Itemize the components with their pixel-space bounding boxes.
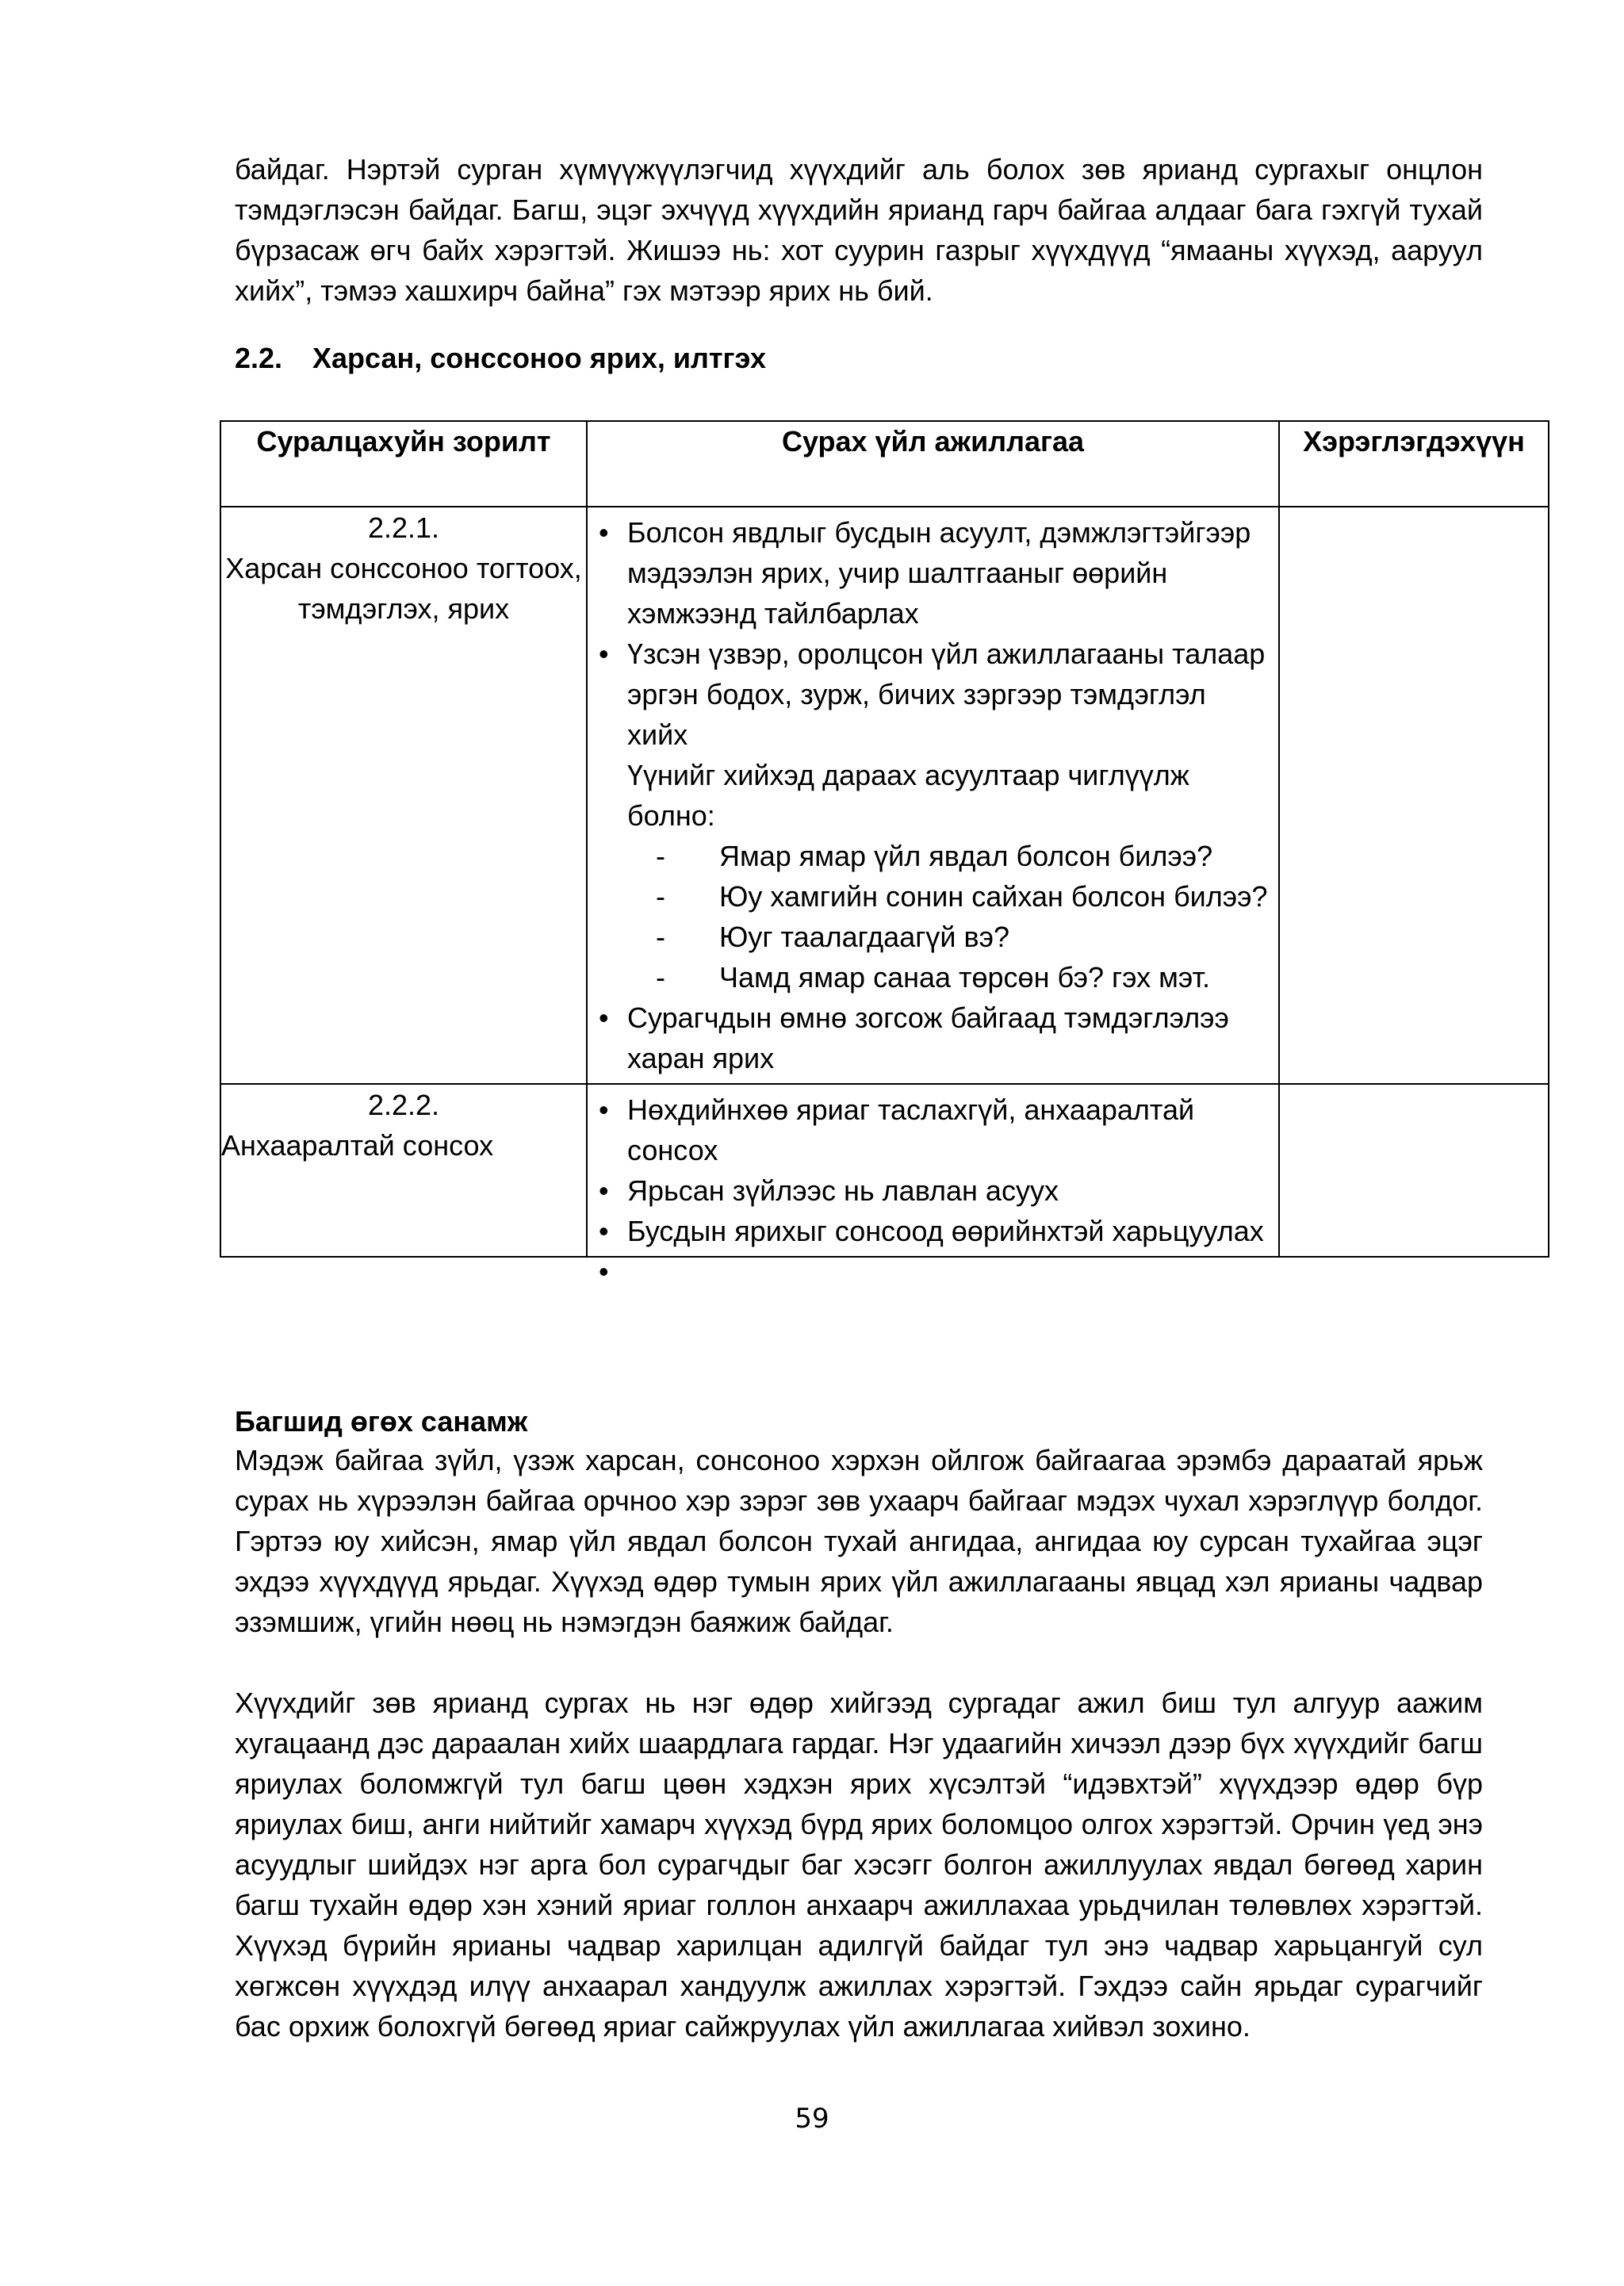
list-item: - Чамд ямар санаа төрсөн бэ? гэх мэт. [627, 957, 1270, 997]
activity-cell [587, 507, 1279, 1084]
list-item: • Үзсэн үзвэр, оролцсон үйл ажиллагааны талаар эргэн бодох, зурж, бичих зэргээр тэмдэглэл хийх Үүнийг хийхэд дараах асуултаар чиглүүлж болно: - Ямар ямар үйл явдал болсон билээ? - Юу хамгийн сонин сайхан болсон билээ? - Юуг таалагдаагүй вэ? - Чамд ямар санаа төрсөн бэ? гэх мэт. [599, 634, 1270, 997]
bullet-icon: • [599, 1174, 609, 1207]
activity-cell [587, 1084, 1279, 1288]
question-list [627, 836, 1270, 997]
dash-icon: - [656, 961, 665, 994]
section-title: Харсан, сонссоноо ярих, илтгэх [312, 342, 766, 374]
intro-paragraph: байдаг. Нэртэй сурган хүмүүжүүлэгчид хүүхдийг аль болох зөв ярианд сургахыг онцлон тэмдэглэсэн байдаг. Багш, эцэг эхчүүд хүүхдийн ярианд гарч байгаа алдааг бага гэхгүй тухай бүрзасаж өгч байх хэрэгтэй. Жишээ нь: хот суурин газрыг хүүхдүүд “ямааны хүүхэд, ааруул хийх”, тэмээ хашхирч байна” гэх мэтээр ярих нь бий. [235, 153, 1483, 307]
list-item: • Болсон явдлыг бусдын асуулт, дэмжлэгтэйгээр мэдээлэн ярих, учир шалтгааныг өөрийн хэмжээнд тайлбарлах [599, 512, 1270, 634]
materials-cell [1279, 507, 1549, 1084]
bullet-icon: • [599, 638, 609, 670]
tips-paragraph: Мэдэж байгаа зүйл, үзэж харсан, сонсоноо хэрхэн ойлгож байгаагаа эрэмбэ дараатай ярьж сурах нь хүрээлэн байгаа орчноо хэр зэрэг зөв ухаарч байгааг мэдэх чухал хэрэглүүр болдог. Гэртээ юу хийсэн, ямар үйл явдал болсон тухай ангидаа, ангидаа юу сурсан тухайгаа эцэг эхдээ хүүхдүүд ярьдаг. Хүүхэд өдөр тумын ярих үйл ажиллагааны явцад хэл ярианы чадвар эзэмшиж, үгийн нөөц нь нэмэгдэн баяжиж байдаг. [235, 1444, 1483, 1638]
bullet-icon: • [599, 1093, 609, 1126]
tips-paragraph: Хүүхдийг зөв ярианд сургах нь нэг өдөр хийгээд сургадаг ажил биш тул алгуур аажим хугацаанд дэс дараалан хийх шаардлага гардаг. Нэг удаагийн хичээл дээр бүх хүүхдийг багш яриулах боломжгүй тул багш цөөн хэдхэн ярих хүсэлтэй “идэвхтэй” хүүхдээр өдөр бүр яриулах биш, анги нийтийг хамарч хүүхэд бүрд ярих боломцоо олгох хэрэгтэй. Орчин үед энэ асуудлыг шийдэх нэг арга бол сурагчдыг баг хэсэгг болгон ажиллуулах явдал бөгөөд харин багш тухайн өдөр хэн хэний яриаг голлон анхаарч ажиллахаа урьдчилан төлөвлөх хэрэгтэй. Хүүхэд бүрийн ярианы чадвар харилцан адилгүй байдаг тул энэ чадвар харьцангуй сул хөгжсөн хүүхдэд илүү анхаарал хандуулж ажиллах хэрэгтэй. Гэхдээ сайн ярьдаг сурагчийг бас орхиж болохгүй бөгөөд яриаг сайжруулах үйл ажиллагаа хийвэл зохино. [235, 1687, 1483, 2043]
materials-cell [1279, 1084, 1549, 1257]
list-item: • Сурагчдын өмнө зогсож байгаад тэмдэглэлээ харан ярих [599, 997, 1270, 1078]
teacher-tips [235, 1403, 1483, 2047]
section-number: 2.2. [235, 342, 283, 374]
dash-icon: - [656, 921, 665, 953]
bullet-icon: • [599, 516, 609, 549]
dash-icon: - [656, 880, 665, 913]
header-learning-objective: Суралцахуйн зорилт [220, 421, 587, 507]
table-header-row [220, 421, 1549, 507]
table-row [220, 1084, 1549, 1257]
objective-number: 2.2.1. [367, 511, 440, 544]
activity-list [588, 507, 1278, 1083]
learning-objectives-table [220, 420, 1549, 1288]
header-learning-activity: Сурах үйл ажиллагаа [587, 421, 1279, 507]
tips-title: Багшид өгөх санамж [235, 1405, 528, 1438]
objective-cell [220, 507, 587, 1084]
section-heading [235, 340, 766, 377]
activity-list [588, 1085, 1278, 1288]
list-item: - Юуг таалагдаагүй вэ? [627, 917, 1270, 957]
objective-text: Харсан сонссоноо тогтоох, тэмдэглэх, ярих [225, 552, 582, 625]
table-row [220, 507, 1549, 1084]
list-item: - Юу хамгийн сонин сайхан болсон билээ? [627, 876, 1270, 917]
list-item: • Нөхдийнхөө яриаг таслахгүй, анхааралтай сонсох [599, 1089, 1270, 1170]
page-number: 59 [795, 2103, 829, 2135]
bullet-icon: • [599, 1215, 609, 1247]
objective-text: Анхааралтай сонсох [221, 1129, 494, 1162]
bullet-icon: • [599, 1255, 609, 1288]
dash-icon: - [656, 840, 665, 872]
objective-cell [220, 1084, 587, 1257]
followup-intro: Үүнийг хийхэд дараах асуултаар чиглүүлж болно: [627, 759, 1189, 832]
list-item: • Бусдын ярихыг сонсоод өөрийнхтэй харьцуулах [599, 1211, 1270, 1251]
list-item: - Ямар ямар үйл явдал болсон билээ? [627, 836, 1270, 876]
header-materials: Хэрэглэгдэхүүн [1279, 421, 1549, 507]
objective-number: 2.2.2. [367, 1089, 440, 1121]
bullet-icon: • [599, 1001, 609, 1034]
list-item: • Ярьсан зүйлээс нь лавлан асуух [599, 1170, 1270, 1211]
